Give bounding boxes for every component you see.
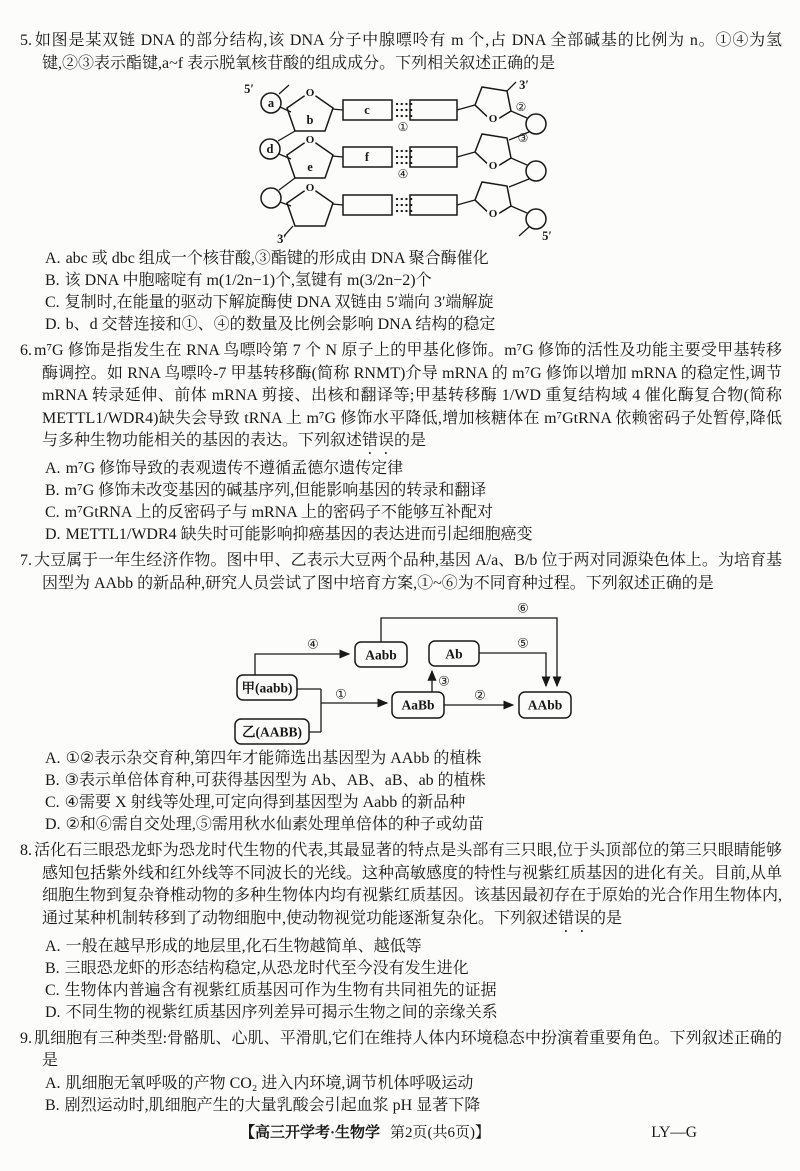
question-stem-suffix: 的是 — [394, 432, 427, 449]
ring-oxygen-label: O — [305, 182, 315, 194]
ring-oxygen-label: O — [488, 208, 498, 220]
hydrogen-bond-label-1: ① — [397, 120, 409, 134]
parent-jia-label: 甲(aabb) — [241, 680, 293, 696]
option-A — [45, 936, 782, 958]
question-7-stem — [20, 550, 782, 595]
option-label: D. — [45, 1003, 61, 1021]
option-C — [45, 980, 782, 1002]
option-text: m⁷GtRNA 上的反密码子与 mRNA 上的密码子不能够互补配对 — [64, 504, 493, 521]
option-B — [45, 270, 782, 292]
question-number: 7. — [20, 552, 32, 569]
page-footer — [20, 1121, 782, 1142]
option-B — [45, 1095, 782, 1117]
question-number: 8. — [20, 842, 32, 859]
option-text: b、d 交替连接和①、④的数量及比例会影响 DNA 结构的稳定 — [65, 316, 496, 333]
option-text: 三眼恐龙虾的形态结构稳定,从恐龙时代至今没有发生进化 — [64, 959, 469, 977]
step-5-label: ⑤ — [517, 635, 529, 651]
dna-structure-diagram — [235, 77, 575, 245]
question-6-stem — [20, 340, 782, 458]
ester-bond-label-2: ② — [515, 100, 527, 114]
option-text: ①②表示杂交育种,第四年才能筛选出基因型为 AAbb 的植株 — [65, 750, 482, 767]
option-text: 剧烈运动时,肌细胞产生的大量乳酸会引起血浆 pH 显著下降 — [64, 1096, 481, 1114]
component-f-label: f — [364, 150, 370, 164]
option-B — [45, 958, 782, 980]
option-label: A. — [45, 250, 61, 267]
question-stem-text: 大豆属于一年生经济作物。图中甲、乙表示大豆两个品种,基因 A/a、B/b 位于两对同源染色体上。为培育基因型为 AAbb 的新品种,研究人员尝试了图中培育方案,①~⑥为不同育种过程。下列叙述正确的是 — [34, 552, 782, 592]
option-text: abc 或 dbc 组成一个核苷酸,③酯键的形成由 DNA 聚合酶催化 — [65, 250, 489, 267]
option-label: C. — [45, 794, 60, 811]
option-text: m⁷G 修饰导致的表观遗传不遵循孟德尔遗传定律 — [65, 460, 404, 477]
question-number: 9. — [20, 1029, 32, 1047]
option-B — [45, 770, 782, 792]
footer-exam-title: 【高三开学考·生物学 — [240, 1124, 381, 1141]
option-text: m⁷G 修饰未改变基因的碱基序列,但能影响基因的转录和翻译 — [64, 482, 487, 499]
node-AaBb-label: AaBb — [401, 697, 435, 713]
option-D — [45, 314, 782, 336]
option-label: C. — [45, 504, 60, 521]
question-8 — [20, 840, 782, 1024]
ring-oxygen-label: O — [305, 134, 315, 146]
component-c-label: c — [364, 103, 370, 117]
ester-bond-label-3: ③ — [517, 131, 529, 145]
option-label: B. — [45, 272, 60, 289]
question-9 — [20, 1028, 782, 1117]
breeding-scheme-diagram — [225, 597, 585, 745]
component-b-label: b — [306, 113, 314, 127]
option-A — [45, 1073, 782, 1095]
option-text: ③表示单倍体育种,可获得基因型为 Ab、AB、aB、ab 的植株 — [64, 772, 486, 789]
ring-oxygen-label: O — [488, 160, 498, 172]
three-prime-label-top: 3′ — [519, 78, 529, 92]
parent-yi-label: 乙(AABB) — [242, 724, 302, 740]
question-stem-text: m⁷G 修饰是指发生在 RNA 鸟嘌呤第 7 个 N 原子上的甲基化修饰。m⁷G 修饰的活性及功能主要受甲基转移酶调控。如 RNA 鸟嘌呤-7 甲基转移酶(简称 RNMT)介导 mRNA 的 m⁷G 修饰以增加 mRNA 的稳定性,调节 mRNA 转录延伸、前体 mRNA 剪接、出核和翻译等;甲基转移酶 1/WD 重复结构域 4 催化酶复合物(简称 METTL1/WDR4)缺失会导致 tRNA 上 m⁷G 修饰水平降低,增加核糖体在 m⁷GtRNA 依赖密码子处暂停,降低与多种生物功能相关的基因的表达。下列叙述 — [34, 342, 782, 449]
node-Ab-label: Ab — [445, 646, 463, 662]
node-Aabb-label: Aabb — [365, 647, 397, 663]
step-4-label: ④ — [307, 636, 319, 652]
option-label: B. — [45, 772, 60, 789]
hydrogen-bond-label-4: ④ — [397, 167, 409, 181]
option-C — [45, 292, 782, 314]
five-prime-label-bottom: 5′ — [542, 229, 552, 243]
breeding-scheme-figure — [20, 597, 782, 745]
question-number: 5. — [20, 32, 32, 49]
emphasized-word: 错误 — [362, 432, 395, 449]
option-label: A. — [45, 460, 61, 477]
option-label: A. — [45, 937, 61, 955]
option-text: 该 DNA 中胞嘧啶有 m(1/2n−1)个,氢键有 m(3/2n−2)个 — [64, 272, 432, 289]
option-label: B. — [45, 959, 60, 977]
question-stem-text: 如图是某双链 DNA 的部分结构,该 DNA 分子中腺嘌呤有 m 个,占 DNA 全部碱基的比例为 n。①④为氢键,②③表示酯键,a~f 表示脱氧核苷酸的组成成分。下列相关叙述正确的是 — [34, 32, 782, 72]
five-prime-label-top: 5′ — [244, 82, 254, 96]
option-D — [45, 1002, 782, 1024]
option-text: ④需要 X 射线等处理,可定向得到基因型为 Aabb 的新品种 — [64, 794, 466, 811]
option-text: 不同生物的视紫红质基因序列差异可揭示生物之间的亲缘关系 — [65, 1003, 498, 1021]
option-A — [45, 748, 782, 770]
option-label: C. — [45, 294, 60, 311]
question-6-options — [45, 458, 782, 546]
component-a-label: a — [267, 96, 275, 110]
question-5 — [20, 30, 782, 336]
ring-oxygen-label: O — [305, 87, 315, 99]
dna-structure-figure — [20, 77, 782, 245]
question-stem-text: 肌细胞有三种类型:骨骼肌、心肌、平滑肌,它们在维持人体内环境稳态中扮演着重要角色。下列叙述正确的是 — [34, 1029, 782, 1069]
breeding-arrows — [255, 618, 557, 732]
question-stem-suffix: 的是 — [590, 909, 623, 927]
phosphate-circles — [260, 93, 546, 229]
option-text: 一般在越早形成的地层里,化石生物越简单、越低等 — [65, 937, 422, 955]
question-8-stem — [20, 840, 782, 936]
option-label: B. — [45, 1096, 60, 1114]
question-5-options — [45, 248, 782, 336]
question-number: 6. — [20, 342, 32, 359]
footer-page-info: 第2页(共6页)】 — [390, 1124, 491, 1141]
footer-paper-code: LY—G — [651, 1123, 697, 1141]
question-7-options — [45, 748, 782, 836]
option-text: 肌细胞无氧呼吸的产物 CO₂ 进入内环境,调节机体呼吸运动 — [65, 1074, 474, 1092]
question-5-stem — [20, 30, 782, 75]
question-6 — [20, 340, 782, 546]
option-D — [45, 814, 782, 836]
option-text: 复制时,在能量的驱动下解旋酶使 DNA 双链由 5′端向 3′端解旋 — [64, 294, 494, 311]
option-D — [45, 524, 782, 546]
step-6-label: ⑥ — [517, 600, 529, 616]
option-label: B. — [45, 482, 60, 499]
question-stem-text: 活化石三眼恐龙虾为恐龙时代生物的代表,其最显著的特点是头部有三只眼,位于头顶部位的第三只眼睛能够感知包括紫外线和红外线等不同波长的光线。这种高敏感度的特性与视紫红质基因的进化有关。目前,从单细胞生物到复杂脊椎动物的多种生物体内均有视紫红质基因。该基因最初存在于原始的光合作用生物体内,通过某种机制转移到了动物细胞中,使动物视觉功能逐渐复杂化。下列叙述 — [34, 842, 783, 927]
option-C — [45, 792, 782, 814]
emphasized-word: 错误 — [558, 909, 591, 927]
question-8-options — [45, 936, 782, 1024]
step-1-label: ① — [335, 686, 347, 702]
base-boxes — [343, 100, 457, 215]
option-label: C. — [45, 981, 60, 999]
option-C — [45, 502, 782, 524]
option-text: ②和⑥需自交处理,⑤需用秋水仙素处理单倍体的种子或幼苗 — [65, 816, 484, 833]
option-label: D. — [45, 526, 61, 543]
option-A — [45, 248, 782, 270]
option-A — [45, 458, 782, 480]
option-label: A. — [45, 750, 61, 767]
component-d-label: d — [266, 142, 274, 156]
question-7 — [20, 550, 782, 836]
option-label: D. — [45, 316, 61, 333]
option-label: D. — [45, 816, 61, 833]
node-AAbb-label: AAbb — [527, 697, 563, 713]
option-text: 生物体内普遍含有视紫红质基因可作为生物有共同祖先的证据 — [64, 981, 497, 999]
deoxyribose-pentagons — [287, 87, 511, 226]
option-text: METTL1/WDR4 缺失时可能影响抑癌基因的表达进而引起细胞癌变 — [65, 526, 533, 543]
question-9-options — [45, 1073, 782, 1117]
question-9-stem — [20, 1028, 782, 1073]
step-3-label: ③ — [438, 673, 450, 689]
component-e-label: e — [307, 160, 313, 174]
option-B — [45, 480, 782, 502]
three-prime-label-bottom: 3′ — [277, 232, 287, 245]
option-label: A. — [45, 1074, 61, 1092]
step-2-label: ② — [474, 687, 486, 703]
ring-oxygen-label: O — [488, 113, 498, 125]
